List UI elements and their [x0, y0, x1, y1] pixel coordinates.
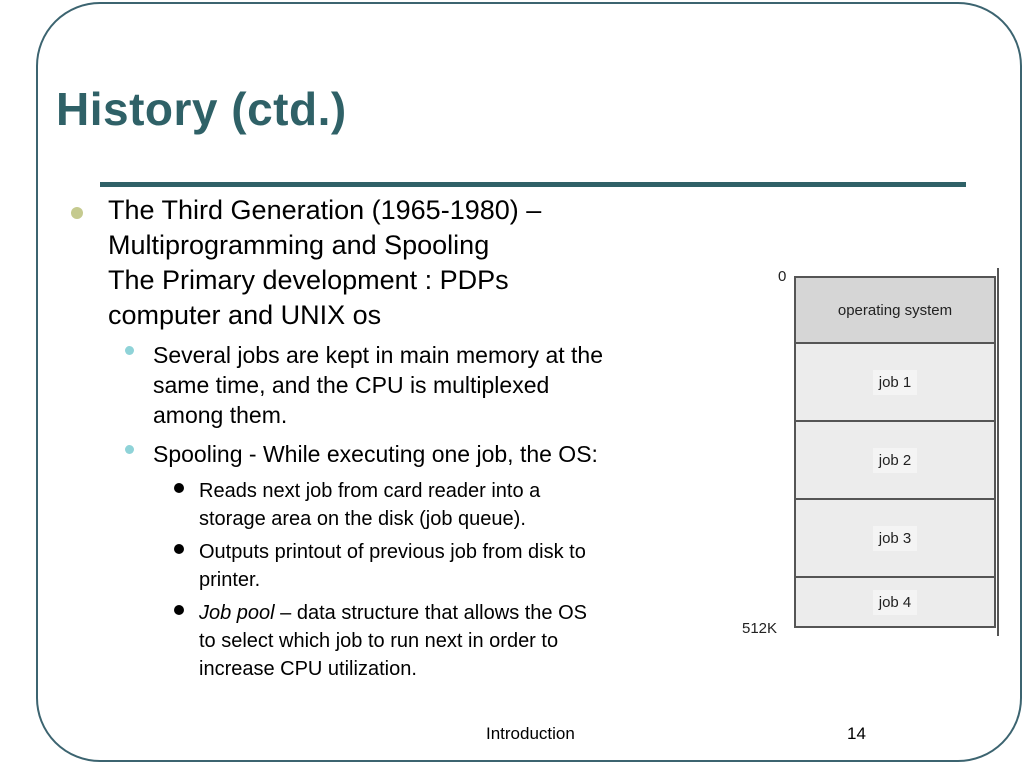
main-bullet-line: The Third Generation (1965-1980) –: [108, 195, 542, 225]
sub-bullet-multiprogramming: [153, 340, 723, 430]
spooling-item-reads: [199, 477, 709, 533]
segment-label: job 3: [873, 526, 918, 551]
bullet-level2-icon: [125, 346, 134, 355]
item-line: printer.: [199, 569, 261, 591]
item-line: storage area on the disk (job queue).: [199, 508, 526, 530]
main-bullet-line: computer and UNIX os: [108, 300, 382, 330]
item-line: [199, 599, 709, 627]
item-line: Outputs printout of previous job from disk to: [199, 541, 586, 563]
main-bullet-line: The Primary development : PDPs: [108, 265, 509, 295]
diagram-edge-line: [997, 268, 999, 636]
segment-label: job 1: [873, 370, 918, 395]
segment-label: job 2: [873, 448, 918, 473]
segment-job-2: [796, 422, 994, 500]
footer-title: Introduction: [486, 724, 575, 743]
sub-bullet-line: Spooling - While executing one job, the OS:: [153, 441, 598, 467]
segment-label: job 4: [873, 590, 918, 615]
sub-bullet-line: among them.: [153, 402, 288, 428]
main-bullet-line: Multiprogramming and Spooling: [108, 230, 490, 260]
bullet-level3-icon: [174, 483, 184, 493]
segment-job-3: [796, 500, 994, 578]
sub-bullet-line: Several jobs are kept in main memory at the: [153, 342, 603, 368]
sub-bullet-line: same time, and the CPU is multiplexed: [153, 372, 550, 398]
bullet-level2-icon: [125, 445, 134, 454]
job-pool-rest: – data structure that allows the OS: [274, 602, 588, 624]
item-line: Reads next job from card reader into a: [199, 480, 541, 502]
segment-operating-system: [796, 278, 994, 344]
memory-end-label: 512K: [742, 620, 778, 637]
segment-job-1: [796, 344, 994, 422]
job-pool-term: Job pool: [199, 602, 275, 624]
spooling-item-outputs: [199, 538, 709, 594]
segment-job-4: [796, 578, 994, 626]
memory-start-label: 0: [778, 268, 787, 285]
page-number: 14: [847, 724, 866, 743]
item-line: increase CPU utilization.: [199, 658, 417, 680]
slide-title: History (ctd.): [56, 83, 347, 135]
memory-block: [794, 276, 996, 628]
item-line: to select which job to run next in order to: [199, 630, 559, 652]
main-bullet-text: [108, 193, 668, 333]
segment-label: operating system: [837, 301, 953, 319]
bullet-level1-icon: [71, 207, 83, 219]
bullet-level3-icon: [174, 544, 184, 554]
bullet-level3-icon: [174, 605, 184, 615]
sub-bullet-spooling: [153, 439, 723, 469]
spooling-item-job-pool: [199, 599, 709, 683]
